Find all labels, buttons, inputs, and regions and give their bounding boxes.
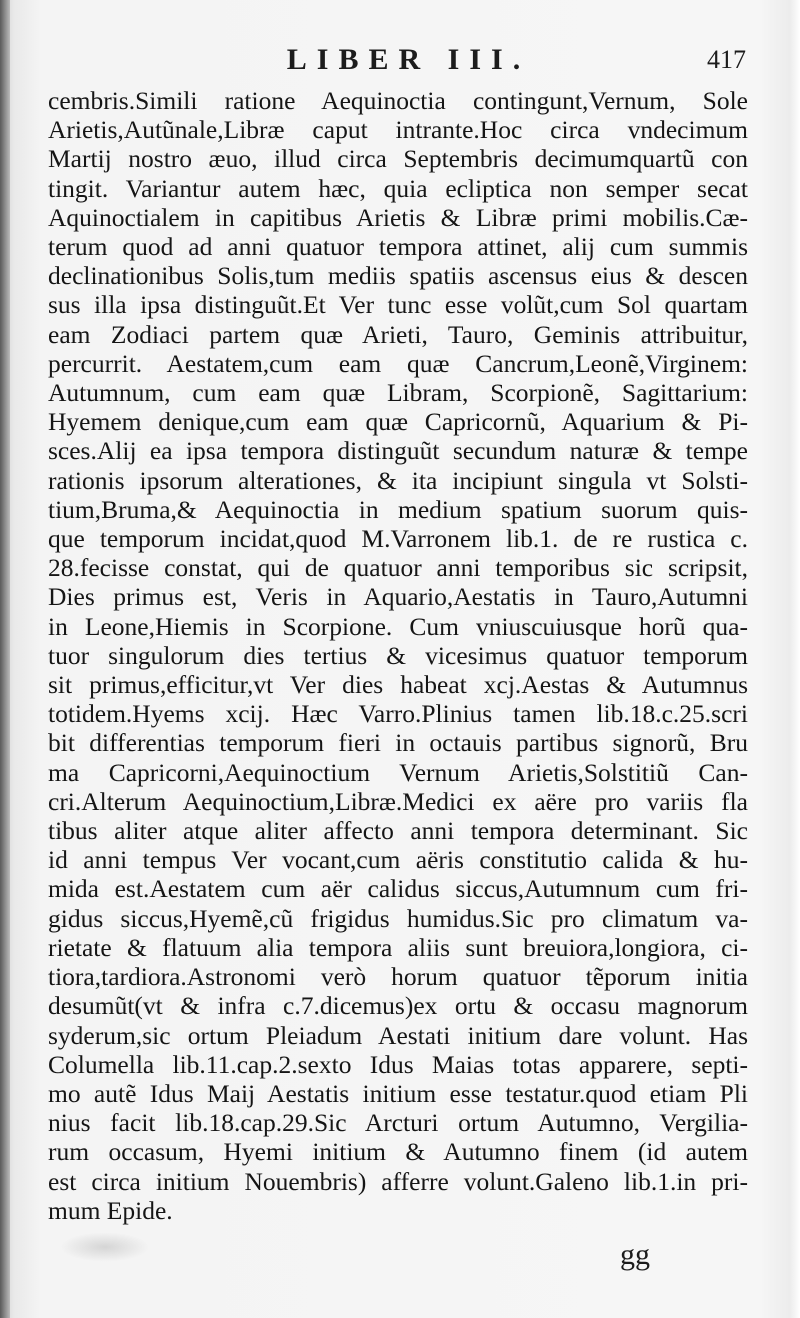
text-line: mida est.Aestatem cum aër calidus siccus,Autumnum cum fri- [48,874,748,904]
text-line: id anni tempus Ver vocant,cum aëris constitutio calida & hu- [48,845,748,875]
text-line: Autumnum, cum eam quæ Libram, Scorpionẽ, Sagittarium: [48,378,748,408]
text-line: ma Capricorni,Aequinoctium Vernum Arietis,Solstitiũ Can- [48,757,748,787]
text-line: in Leone,Hiemis in Scorpione. Cum vniuscuiusque horũ qua- [48,611,748,641]
text-line: mo autẽ Idus Maij Aestatis initium esse testatur.quod etiam Pli [48,1078,748,1108]
text-line: rationis ipsorum alterationes, & ita incipiunt singula vt Solsti- [48,465,748,495]
text-line: tium,Bruma,& Aequinoctia in medium spatium suorum quis- [48,494,748,524]
text-line: rietate & flatuum alia tempora aliis sunt breuiora,longiora, ci- [48,932,748,962]
text-line: rum occasum, Hyemi initium & Autumno finem (id autem [48,1137,748,1167]
text-line: nius facit lib.18.cap.29.Sic Arcturi ortum Autumno, Vergilia- [48,1108,748,1138]
folio-number: 417 [707,45,746,74]
text-line: Martij nostro æuo, illud circa Septembris decimumquartũ con [48,144,748,174]
text-line: cembris.Simili ratione Aequinoctia contingunt,Vernum, Sole [48,86,748,115]
text-line: cri.Alterum Aequinoctium,Libræ.Medici ex aëre pro variis fla [48,786,748,816]
ink-stain [60,1232,150,1262]
gutter-shadow [0,0,10,1318]
text-line: totidem.Hyems xcij. Hæc Varro.Plinius tamen lib.18.c.25.scri [48,699,748,729]
text-line: Arietis,Autũnale,Libræ caput intrante.Hoc circa vndecimum [48,115,748,145]
text-line: Aquinoctialem in capitibus Arietis & Libræ primi mobilis.Cæ- [48,202,748,232]
body-text [48,86,748,1225]
text-line: tiora,tardiora.Astronomi verò horum quatuor tẽporum initia [48,962,748,992]
text-line: tingit. Variantur autem hæc, quia ecliptica non semper secat [48,173,748,203]
text-line: bit differentias temporum fieri in octauis partibus signorũ, Bru [48,728,748,758]
text-line: mum Epide. [48,1195,173,1225]
text-line: Dies primus est, Veris in Aquario,Aestatis in Tauro,Autumni [48,582,748,612]
text-line: declinationibus Solis,tum mediis spatiis ascensus eius & descen [48,261,748,291]
text-line: gidus siccus,Hyemẽ,cũ frigidus humidus.Sic pro climatum va- [48,903,748,933]
text-line: terum quod ad anni quatuor tempora attinet, alij cum summis [48,232,748,262]
running-title: LIBER III. [286,43,531,76]
text-line: Hyemem denique,cum eam quæ Capricornũ, Aquarium & Pi- [48,407,748,437]
text-line: 28.fecisse constat, qui de quatuor anni temporibus sic scripsit, [48,553,748,583]
text-line: sces.Alij ea ipsa tempora distinguũt secundum naturæ & tempe [48,436,748,466]
catchword: gg [620,1238,650,1271]
text-line: que temporum incidat,quod M.Varronem lib.1. de re rustica c. [48,524,748,554]
text-line: desumũt(vt & infra c.7.dicemus)ex ortu & occasu magnorum [48,991,748,1021]
text-line: est circa initium Nouembris) afferre volunt.Galeno lib.1.in pri- [48,1166,748,1196]
text-line: Columella lib.11.cap.2.sexto Idus Maias totas apparere, septi- [48,1049,748,1079]
text-line: sus illa ipsa distinguũt.Et Ver tunc esse volũt,cum Sol quartam [48,290,748,320]
text-line: tibus aliter atque aliter affecto anni tempora determinant. Sic [48,816,748,846]
text-line: eam Zodiaci partem quæ Arieti, Tauro, Geminis attribuitur, [48,319,748,349]
page-header [110,40,750,80]
text-line: syderum,sic ortum Pleiadum Aestati initium dare volunt. Has [48,1020,748,1050]
text-line: tuor singulorum dies tertius & vicesimus quatuor temporum [48,640,748,670]
text-line: sit primus,efficitur,vt Ver dies habeat xcj.Aestas & Autumnus [48,670,748,700]
text-line: percurrit. Aestatem,cum eam quæ Cancrum,Leonẽ,Virginem: [48,348,748,378]
